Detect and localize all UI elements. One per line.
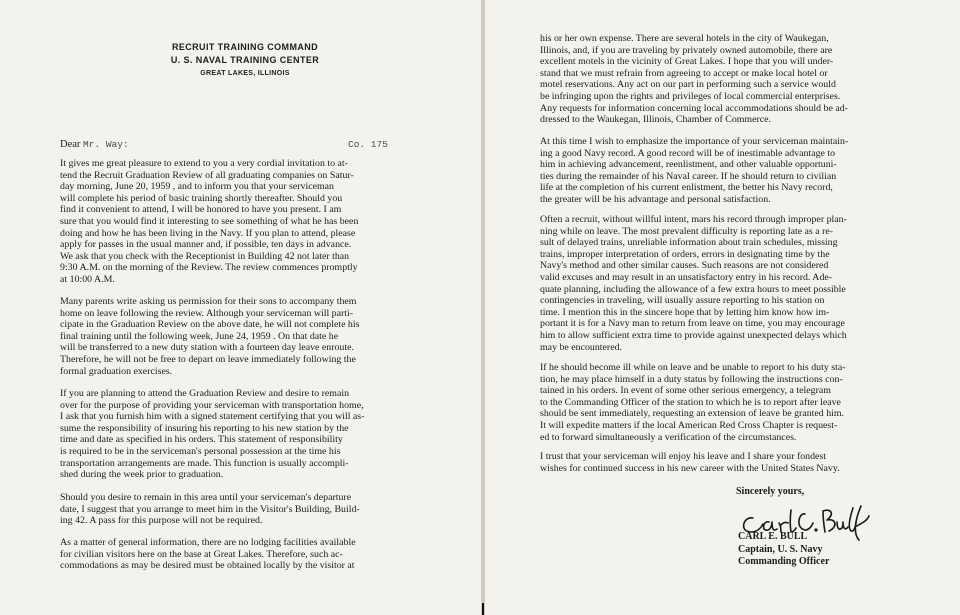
salutation-prefix: Dear: [60, 139, 81, 150]
text-line: apply for passes in the usual manner and, if possible, ten days in advance.: [60, 239, 352, 251]
text-line: life at the completion of his current enlistment, the better his Navy record,: [540, 182, 833, 194]
text-line: Many parents write asking us permission for their sons to accompany them: [60, 296, 357, 307]
text-line: shed during the week prior to graduation.: [60, 469, 224, 481]
text-line: him in achieving advancement, reenlistment, and other valuable opportuni-: [540, 159, 837, 171]
letterhead-location: GREAT LAKES, ILLINOIS: [200, 70, 290, 77]
text-line: ed to forward simultaneously a verification of the circumstances.: [540, 431, 797, 443]
letterhead-command: RECRUIT TRAINING COMMAND: [171, 42, 319, 52]
text-line: final training until the following week, June 24, 1959 . On that date he: [60, 330, 339, 342]
text-line: Illinois, and, if you are traveling by privately owned automobile, there are: [540, 44, 833, 56]
text-line: We ask that you check with the Receptionist in Building 42 not later than: [60, 250, 350, 262]
text-line: doing and how he has been living in the Navy. If you plan to attend, please: [60, 227, 356, 239]
text-line: his or her own expense. There are several hotels in the city of Waukegan,: [540, 33, 829, 44]
text-line: Therefore, he will not be free to depart on leave immediately following the: [60, 353, 356, 365]
text-line: formal graduation exercises.: [60, 365, 173, 377]
text-line: home on leave following the review. Although your serviceman will parti-: [60, 307, 354, 319]
paragraph-navy-record: [540, 136, 950, 206]
paragraph-illness: [540, 362, 950, 443]
text-line: Any requests for information concerning local accommodations should be ad-: [540, 102, 848, 114]
text-line: ties during the remainder of his Naval career. If he should return to civilian: [540, 170, 837, 182]
text-line: time and date as specified in his orders. This statement of responsibility: [60, 434, 343, 446]
text-line: I trust that your serviceman will enjoy his leave and I share your fondest: [540, 451, 827, 462]
text-line: date, I suggest that you arrange to meet him in the Visitor's Building, Build-: [60, 503, 360, 515]
signature-block: [738, 531, 829, 569]
paragraph-leave-permission: [60, 296, 460, 377]
text-line: Should you desire to remain in this area until your serviceman's departure: [60, 492, 352, 503]
signer-title: Captain, U. S. Navy: [738, 543, 823, 555]
letterhead: [120, 41, 370, 80]
text-line: find it convenient to attend, I will be honored to have you present. I am: [60, 204, 342, 216]
text-line: day morning, June 20, 1959 , and to inform you that your serviceman: [60, 181, 334, 193]
text-line: quate planning, including the allowance of a few extra hours to meet possible: [540, 283, 846, 295]
text-line: Navy's method and other similar causes. Such reasons are not considered: [540, 260, 829, 272]
paragraph-planning: [540, 214, 950, 353]
text-line: sume the responsibility of insuring his reporting to his new station by the: [60, 422, 349, 434]
text-line: transportation arrangements are made. This function is usually accompli-: [60, 457, 349, 469]
text-line: ning while on leave. The most prevalent difficulty is reporting late as a re-: [540, 225, 834, 237]
text-line: tained in his orders. In event of some other serious emergency, a telegram: [540, 385, 831, 397]
company-number: Co. 175: [348, 139, 388, 150]
text-line: will be transferred to a new duty station with a fourteen day leave enroute.: [60, 342, 354, 354]
text-line: trains, improper interpretation of orders, errors in designating time by the: [540, 248, 830, 260]
text-line: will complete his period of basic training shortly thereafter. Should you: [60, 192, 343, 204]
text-line: wishes for continued success in his new career with the United States Navy.: [540, 462, 840, 474]
text-line: is required to be in the serviceman's personal possession at the time his: [60, 445, 341, 457]
text-line: I ask that you furnish him with a signed statement certifying that you will as-: [60, 411, 365, 423]
gutter-mark: [482, 603, 484, 615]
text-line: portant it is for a Navy man to return from leave on time, you may encourage: [540, 318, 845, 330]
text-line: may be encountered.: [540, 341, 622, 353]
text-line: to the Commanding Officer of the station to which he is to report after leave: [540, 396, 841, 408]
signer-role: Commanding Officer: [738, 556, 830, 567]
closing: Sincerely yours,: [736, 486, 805, 497]
text-line: for civilian visitors here on the base at Great Lakes. Therefore, such ac-: [60, 548, 343, 560]
text-line: Often a recruit, without willful intent, mars his record through improper plan-: [540, 214, 847, 225]
text-line: It will expedite matters if the local American Red Cross Chapter is request-: [540, 419, 838, 431]
text-line: ing a good Navy record. A good record will be of inestimable advantage to: [540, 147, 836, 159]
text-line: contingencies in traveling, will usually assure reporting to his station on: [540, 295, 825, 307]
letter-page-2: [485, 0, 960, 615]
text-line: cipate in the Graduation Review on the above date, he will not complete his: [60, 319, 360, 331]
paragraph-invitation: [60, 158, 460, 286]
text-line: ing 42. A pass for this purpose will not be required.: [60, 515, 263, 527]
text-line: motel reservations. Any act on our part in performing such a service would: [540, 79, 836, 91]
text-line: As a matter of general information, there are no lodging facilities available: [60, 537, 356, 548]
paragraph-remain-in-area: [60, 492, 460, 527]
text-line: It gives me great pleasure to extend to you a very cordial invitation to at-: [60, 158, 348, 169]
text-line: commodations as may be desired must be obtained locally by the visitor at: [60, 560, 355, 572]
paragraph-lodging: [60, 537, 460, 572]
text-line: dressed to the Waukegan, Illinois, Chamber of Commerce.: [540, 114, 772, 126]
text-line: him to allow sufficient extra time to provide against unexpected delays which: [540, 329, 847, 341]
text-line: tend the Recruit Graduation Review of all graduating companies on Satur-: [60, 169, 354, 181]
text-line: If you are planning to attend the Graduation Review and desire to remain: [60, 388, 350, 399]
salutation: [60, 139, 129, 150]
text-line: stand that we must refrain from agreeing to accept or make local hotel or: [540, 67, 828, 79]
text-line: at 10:00 A.M.: [60, 273, 115, 285]
text-line: time. I mention this in the sincere hope that by letting him know how im-: [540, 306, 830, 318]
paragraph-closing-wishes: [540, 451, 950, 474]
text-line: If he should become ill while on leave and be unable to report to his duty sta-: [540, 362, 846, 373]
text-line: sult of delayed trains, unreliable information about train schedules, missing: [540, 237, 838, 249]
paragraph-hotels: [540, 33, 950, 126]
text-line: should be sent immediately, requesting an extension of leave be granted him.: [540, 408, 845, 420]
letterhead-center: U. S. NAVAL TRAINING CENTER: [170, 55, 320, 65]
salutation-name: Mr. Way:: [83, 139, 129, 150]
text-line: the greater will be his advantage and personal satisfaction.: [540, 193, 771, 205]
text-line: be infringing upon the rights and privileges of local commercial enterprises.: [540, 90, 841, 102]
text-line: sure that you would find it interesting to see something of what he has been: [60, 215, 359, 227]
text-line: over for the purpose of providing your serviceman with transportation home,: [60, 399, 364, 411]
text-line: 9:30 A.M. on the morning of the Review. The review commences promptly: [60, 262, 358, 274]
text-line: At this time I wish to emphasize the importance of your serviceman maintain-: [540, 136, 849, 147]
signer-name: CARL E. BULL: [738, 531, 808, 542]
paragraph-transportation: [60, 388, 460, 481]
text-line: valid excuses and may result in an unsatisfactory entry in his record. Ade-: [540, 271, 833, 283]
text-line: excellent motels in the vicinity of Great Lakes. I hope that you will under-: [540, 56, 834, 68]
text-line: tion, he may place himself in a duty status by following the instructions con-: [540, 373, 843, 385]
